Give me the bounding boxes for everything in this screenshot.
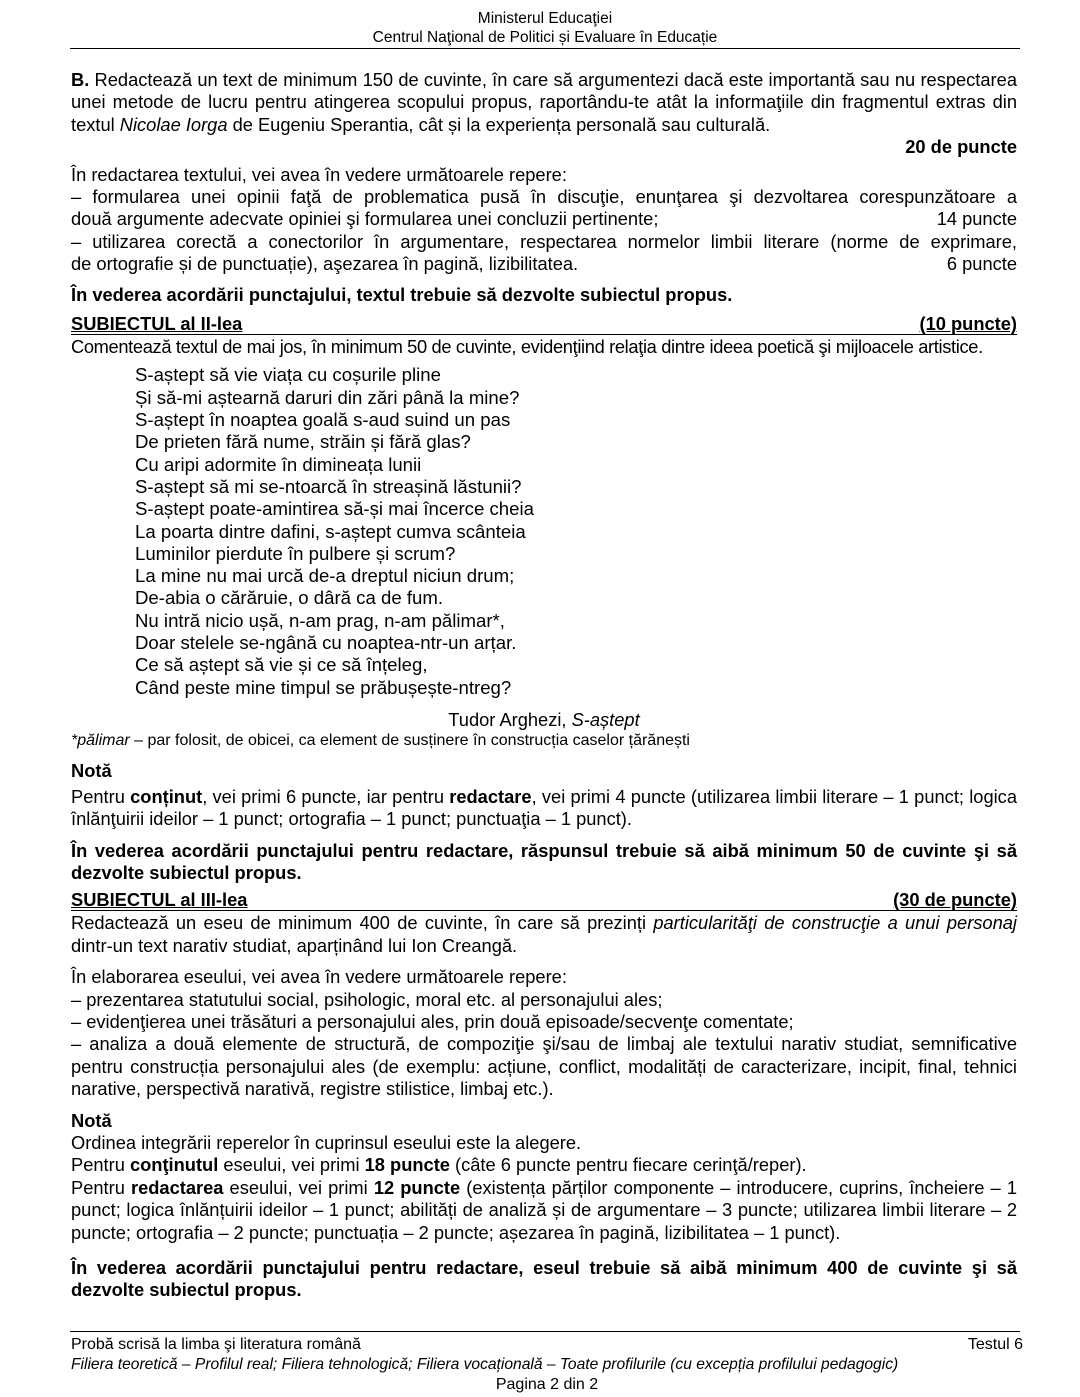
header-center: Centrul Naţional de Politici și Evaluare în Educație bbox=[372, 29, 718, 46]
poem-line: Când peste mine timpul se prăbușește-ntreg? bbox=[135, 676, 512, 698]
header-ministry: Ministerul Educaţiei bbox=[477, 10, 613, 27]
poem-title: S-aștept bbox=[571, 708, 640, 730]
poem-line: De prieten fără nume, străin și fără glas? bbox=[135, 431, 471, 453]
part-b-points: 20 de puncte bbox=[905, 136, 1017, 158]
subject-3-title: SUBIECTUL al III-lea bbox=[71, 889, 248, 911]
part-b-repere-intro: În redactarea textului, vei avea în vedere următoarele repere: bbox=[71, 163, 567, 185]
subject-2-title: SUBIECTUL al II-lea bbox=[71, 313, 243, 335]
poem-line: S-aștept în noaptea goală s-aud suind un pas bbox=[135, 409, 511, 431]
poem-line: Ce să aștept să vie și ce să înțeleg, bbox=[135, 654, 428, 676]
part-b-text-title: Nicolae Iorga bbox=[119, 113, 228, 135]
subject-2-bold-note: În vederea acordării punctajului pentru redactare, răspunsul trebuie să aibă minimum 50 de cuvinte şi să dezvolte subiectul propus. bbox=[71, 839, 1017, 883]
subject-3 bbox=[71, 890, 1017, 1302]
poem-line: La mine nu mai urcă de-a dreptul niciun drum; bbox=[135, 565, 515, 587]
subject-3-heading bbox=[71, 890, 1017, 911]
subject-3-reper3: – analiza a două elemente de structură, de compoziţie şi/sau de limbaj ale textului narativ studiat, semnificative pentru construcția personajului ales (de exemplu: acțiune, conflict, modalități de caracterizare, incipit, final, tehnici narative, perspectivă narativă, registre stilistice, limbaj etc.). bbox=[71, 1033, 1017, 1100]
part-b-reper1-end: două argumente adecvate opiniei şi formularea unei concluzii pertinente; 14 puncte bbox=[71, 208, 1017, 230]
poem-line: La poarta dintre dafini, s-aștept cumva scânteia bbox=[135, 520, 526, 542]
poem-line: Doar stelele se-ngână cu noaptea-ntr-un arțar. bbox=[135, 632, 517, 654]
subject-2-task: Comentează textul de mai jos, în minimum 50 de cuvinte, evidenţiind relaţia dintre ideea poetică şi mijloacele artistice. bbox=[71, 336, 983, 358]
poem-line: S-aștept să mi se-ntoarcă în streașină lăstunii? bbox=[135, 475, 522, 497]
footer-profiles: Filiera teoretică – Profilul real; Filiera tehnologică; Filiera vocațională – Toate profilurile (cu excepția profilului pedagogic) bbox=[71, 1356, 899, 1373]
page-footer bbox=[71, 1335, 1023, 1395]
poem-author: Tudor Arghezi, bbox=[448, 708, 572, 730]
part-b-reper2-points: 6 puncte bbox=[946, 253, 1017, 275]
footer-test: Testul 6 bbox=[967, 1336, 1023, 1353]
subject-2-heading bbox=[71, 314, 1017, 335]
poem-line: Și să-mi aștearnă daruri din zări până la mine? bbox=[135, 386, 520, 408]
subject-3-task: Redactează un eseu de minimum 400 de cuvinte, în care să prezinți particularităţi de construcţie a unui personaj dintr-un text narativ studiat, aparținând lui Ion Creangă. bbox=[71, 912, 1017, 956]
part-b-bold-note: În vederea acordării punctajului, textul trebuie să dezvolte subiectul propus. bbox=[71, 283, 733, 305]
poem-line: Luminilor pierdute în pulbere și scrum? bbox=[135, 542, 456, 564]
subject-2-note-title: Notă bbox=[71, 760, 112, 782]
subject-3-reper1: – prezentarea statutului social, psihologic, moral etc. al personajului ales; bbox=[71, 988, 663, 1010]
poem-line: S-aștept poate-amintirea să-și mai încerce cheia bbox=[135, 498, 534, 520]
subject-2-note: Pentru conținut, vei primi 6 puncte, iar pentru redactare, vei primi 4 puncte (utilizarea limbii literare – 1 punct; logica înlănţuirii ideilor – 1 punct; ortografia – 1 punct; punctuaţia – 1 punct). bbox=[71, 785, 1017, 830]
poem-line: De-abia o cărăruie, o dâră ca de fum. bbox=[135, 587, 443, 609]
subject-3-repere-intro: În elaborarea eseului, vei avea în vedere următoarele repere: bbox=[71, 966, 567, 988]
part-b-reper2: – utilizarea corectă a conectorilor în argumentare, respectarea normelor limbii literare (norme de exprimare, bbox=[71, 230, 1017, 252]
footnote-term: *pălimar bbox=[71, 732, 130, 750]
part-b-reper1-points: 14 puncte bbox=[936, 208, 1017, 230]
poem-line: Nu intră nicio ușă, n-am prag, n-am pălimar*, bbox=[135, 609, 505, 631]
part-b-task: B. Redactează un text de minimum 150 de cuvinte, în care să argumentezi dacă este importantă sau nu respectarea unei metode de lucru pentru atingerea scopului propus, raportându-te atât la informaţiile din fragmentul extras din textul Nicolae Iorga de Eugeniu Sperantia, cât și la experiența personală sau culturală. bbox=[71, 69, 1017, 135]
subject-3-note-title: Notă bbox=[71, 1109, 112, 1131]
poem-line: Cu aripi adormite în dimineața lunii bbox=[135, 453, 422, 475]
part-b-reper2-end: de ortografie și de punctuație), aşezarea în pagină, lizibilitatea. 6 puncte bbox=[71, 253, 1017, 275]
subject-3-note-order: Ordinea integrării reperelor în cuprinsul eseului este la alegere. bbox=[71, 1132, 582, 1154]
footnote: *pălimar – par folosit, de obicei, ca element de susținere în construcția caselor țărănești bbox=[71, 732, 690, 750]
subject-3-redactare-points: Pentru redactarea eseului, vei primi 12 puncte (existența părților componente – introducere, cuprins, încheiere – 1 punct; logica înlănțuirii ideilor – 1 punct; abilități de analiză și de argumentare – 3 puncte; utilizarea limbii literare – 2 puncte; ortografia – 2 puncte; punctuația – 2 puncte; așezarea în pagină, lizibilitatea – 1 punct). bbox=[71, 1176, 1017, 1243]
header-divider bbox=[70, 48, 1020, 49]
footer-divider bbox=[70, 1331, 1020, 1332]
part-b-label: B. bbox=[71, 69, 90, 90]
footer-page-number: Pagina 2 din 2 bbox=[495, 1376, 599, 1393]
subject-3-bold-note: În vederea acordării punctajului pentru redactare, eseul trebuie să aibă minimum 400 de cuvinte şi să dezvolte subiectul propus. bbox=[71, 1257, 1017, 1301]
footer-exam: Probă scrisă la limba şi literatura română bbox=[71, 1336, 361, 1353]
subject-2 bbox=[71, 314, 1017, 884]
poem-line: S-aștept să vie viața cu coșurile pline bbox=[135, 364, 441, 386]
poem-attribution bbox=[71, 709, 1017, 731]
subject-2-points: (10 puncte) bbox=[919, 313, 1017, 335]
page-header bbox=[70, 9, 1020, 47]
poem bbox=[71, 364, 1017, 698]
subject-3-reper2: – evidenţierea unei trăsături a personajului ales, prin două episoade/secvenţe comentate; bbox=[71, 1010, 794, 1032]
footer-row bbox=[71, 1335, 1023, 1355]
part-b bbox=[71, 69, 1017, 306]
subject-3-points: (30 de puncte) bbox=[893, 889, 1017, 911]
subject-3-content-points: Pentru conţinutul eseului, vei primi 18 puncte (câte 6 puncte pentru fiecare cerinţă/reper). bbox=[71, 1154, 807, 1176]
part-b-reper1: – formularea unei opinii faţă de problematica pusă în discuţie, enunţarea şi dezvoltarea corespunzătoare a bbox=[71, 186, 1017, 208]
page-content bbox=[71, 69, 1017, 1302]
